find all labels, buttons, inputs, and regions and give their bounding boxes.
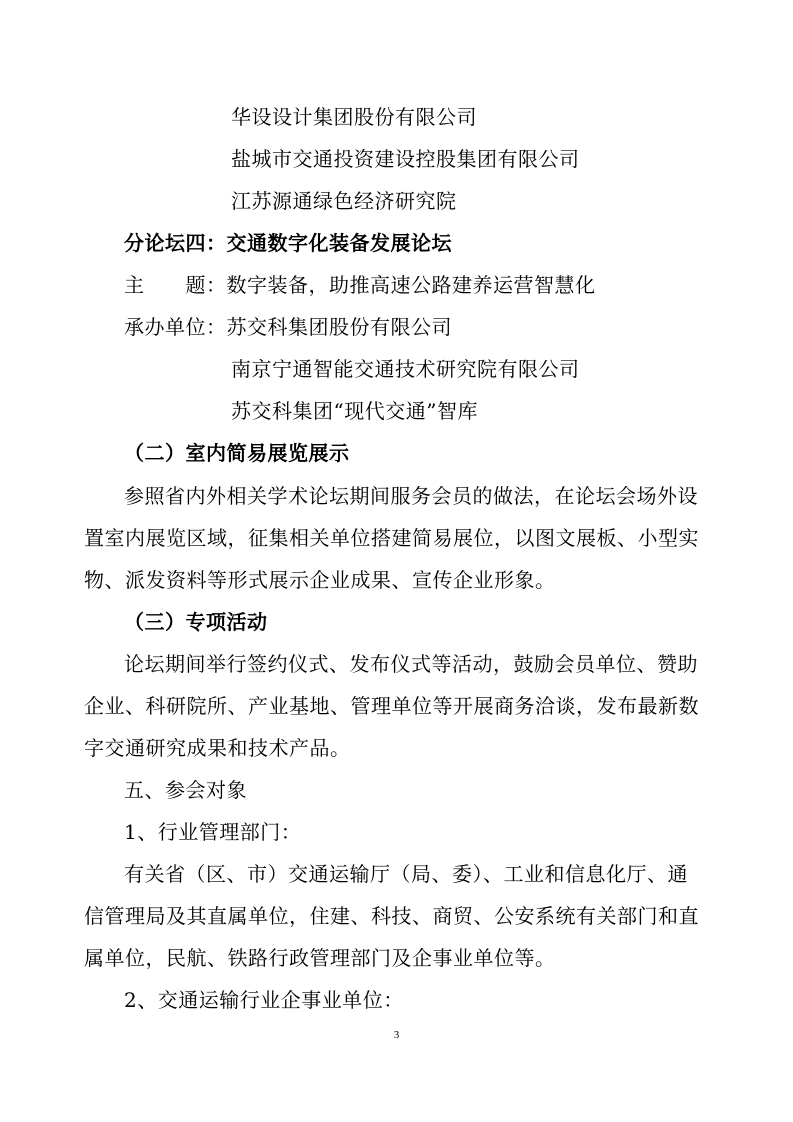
paragraph-line: 参照省内外相关学术论坛期间服务会员的做法，在论坛会场外设: [124, 484, 698, 508]
theme-label: 主 题：: [124, 273, 227, 297]
paragraph-line: 论坛期间举行签约仪式、发布仪式等活动，鼓励会员单位、赞助: [124, 652, 698, 676]
chapter-heading: 五、参会对象: [124, 778, 247, 802]
theme-value: 数字装备，助推高速公路建养运营智慧化: [226, 273, 596, 297]
page-number: 3: [393, 1029, 400, 1041]
paragraph-line: 属单位，民航、铁路行政管理部门及企事业单位等。: [84, 946, 556, 970]
host-label: 承办单位：: [124, 315, 227, 339]
paragraph-line: 企业、科研院所、产业基地、管理单位等开展商务洽谈，发布最新数: [84, 694, 699, 718]
list-item-heading: 1、行业管理部门：: [124, 820, 302, 844]
paragraph-line: 字交通研究成果和技术产品。: [84, 736, 351, 760]
section-heading: （三）专项活动: [124, 610, 268, 634]
organizer-line: 盐城市交通投资建设控股集团有限公司: [231, 147, 580, 171]
list-item-heading: 2、交通运输行业企事业单位：: [124, 988, 404, 1012]
host-line-continued: 南京宁通智能交通技术研究院有限公司: [231, 357, 580, 381]
paragraph-line: 置室内展览区域，征集相关单位搭建简易展位，以图文展板、小型实: [84, 526, 699, 550]
host-line: [124, 315, 452, 339]
paragraph-line: 有关省（区、市）交通运输厅（局、委）、工业和信息化厅、通: [124, 862, 688, 886]
host-line-continued: 苏交科集团“现代交通”智库: [231, 399, 478, 423]
paragraph-line: 物、派发资料等形式展示企业成果、宣传企业形象。: [84, 568, 556, 592]
paragraph-line: 信管理局及其直属单位，住建、科技、商贸、公安系统有关部门和直: [84, 904, 699, 928]
organizer-line: 江苏源通绿色经济研究院: [231, 189, 457, 213]
section-heading: （二）室内简易展览展示: [124, 441, 350, 465]
sub-forum-heading: 分论坛四：交通数字化装备发展论坛: [124, 231, 452, 255]
theme-line: [124, 273, 596, 297]
host-value: 苏交科集团股份有限公司: [226, 315, 452, 339]
organizer-line: 华设设计集团股份有限公司: [231, 105, 477, 129]
